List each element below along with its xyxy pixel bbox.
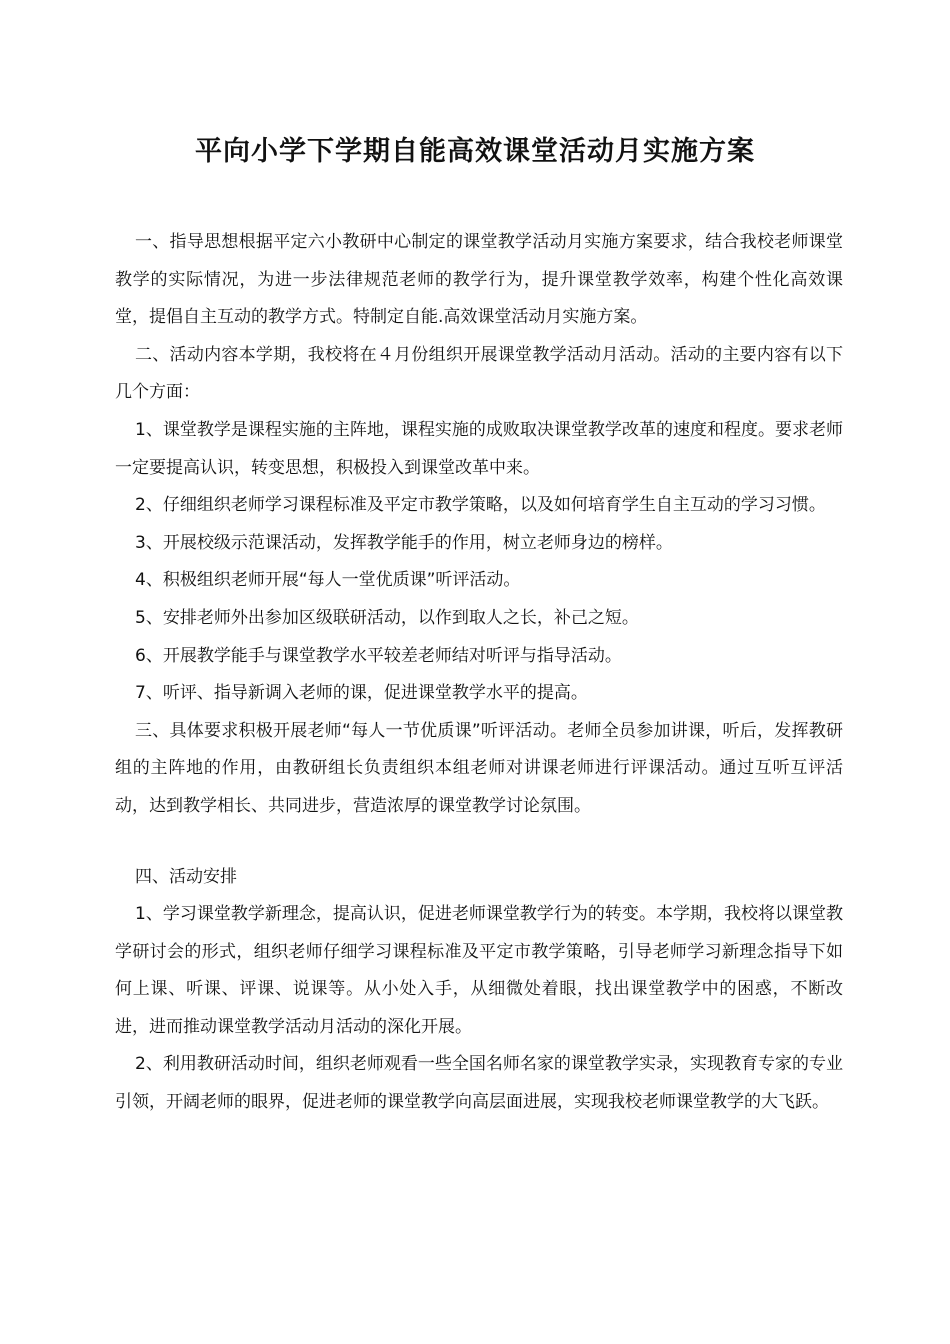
paragraph-activity-content: 二、活动内容本学期，我校将在４月份组织开展课堂教学活动月活动。活动的主要内容有以下几个方面：: [115, 344, 843, 403]
paragraph-item-1: 1、课堂教学是课程实施的主阵地，课程实施的成败取决课堂教学改革的速度和程度。要求老师一定要提高认识，转变思想，积极投入到课堂改革中来。: [115, 419, 843, 478]
paragraph-arrangement-2: 2、利用教研活动时间，组织老师观看一些全国名师名家的课堂教学实录，实现教育专家的专业引领，开阔老师的眼界，促进老师的课堂教学向高层面进展，实现我校老师课堂教学的大飞跃。: [115, 1054, 843, 1113]
paragraph-item-5: 5、安排老师外出参加区级联研活动，以作到取人之长，补己之短。: [135, 607, 639, 628]
paragraph-item-3: 3、开展校级示范课活动，发挥教学能手的作用，树立老师身边的榜样。: [135, 532, 673, 553]
paragraph-arrangement-1: 1、学习课堂教学新理念，提高认识，促进老师课堂教学行为的转变。本学期，我校将以课堂教学研讨会的形式，组织老师仔细学习课程标准及平定市教学策略，引导老师学习新理念指导下如何上课、听课、评课、说课等。从小处入手，从细微处着眼，找出课堂教学中的困惑，不断改进，进而推动课堂教学活动月活动的深化开展。: [115, 904, 843, 1037]
document-body: [115, 224, 843, 1122]
paragraph-spacer: [115, 826, 843, 859]
section-heading-arrangement: 四、活动安排: [135, 866, 237, 887]
paragraph-specific-requirements: 三、具体要求积极开展老师“每人一节优质课”听评活动。老师全员参加讲课，听后，发挥教研组的主阵地的作用，由教研组长负责组织本组老师对讲课老师进行评课活动。通过互听互评活动，达到教学相长、共同进步，营造浓厚的课堂教学讨论氛围。: [115, 720, 843, 816]
paragraph-item-4: 4、积极组织老师开展“每人一堂优质课”听评活动。: [135, 570, 521, 591]
paragraph-item-7: 7、听评、指导新调入老师的课，促进课堂教学水平的提高。: [135, 683, 588, 704]
paragraph-item-6: 6、开展教学能手与课堂教学水平较差老师结对听评与指导活动。: [135, 645, 622, 666]
paragraph-guiding-ideology: 一、指导思想根据平定六小教研中心制定的课堂教学活动月实施方案要求，结合我校老师课堂教学的实际情况，为进一步法律规范老师的教学行为，提升课堂教学效率，构建个性化高效课堂，提倡自主互动的教学方式。特制定自能.高效课堂活动月实施方案。: [115, 232, 843, 328]
document-title: 平向小学下学期自能高效课堂活动月实施方案: [195, 136, 755, 167]
paragraph-item-2: 2、仔细组织老师学习课程标准及平定市教学策略，以及如何培育学生自主互动的学习习惯。: [135, 495, 826, 516]
